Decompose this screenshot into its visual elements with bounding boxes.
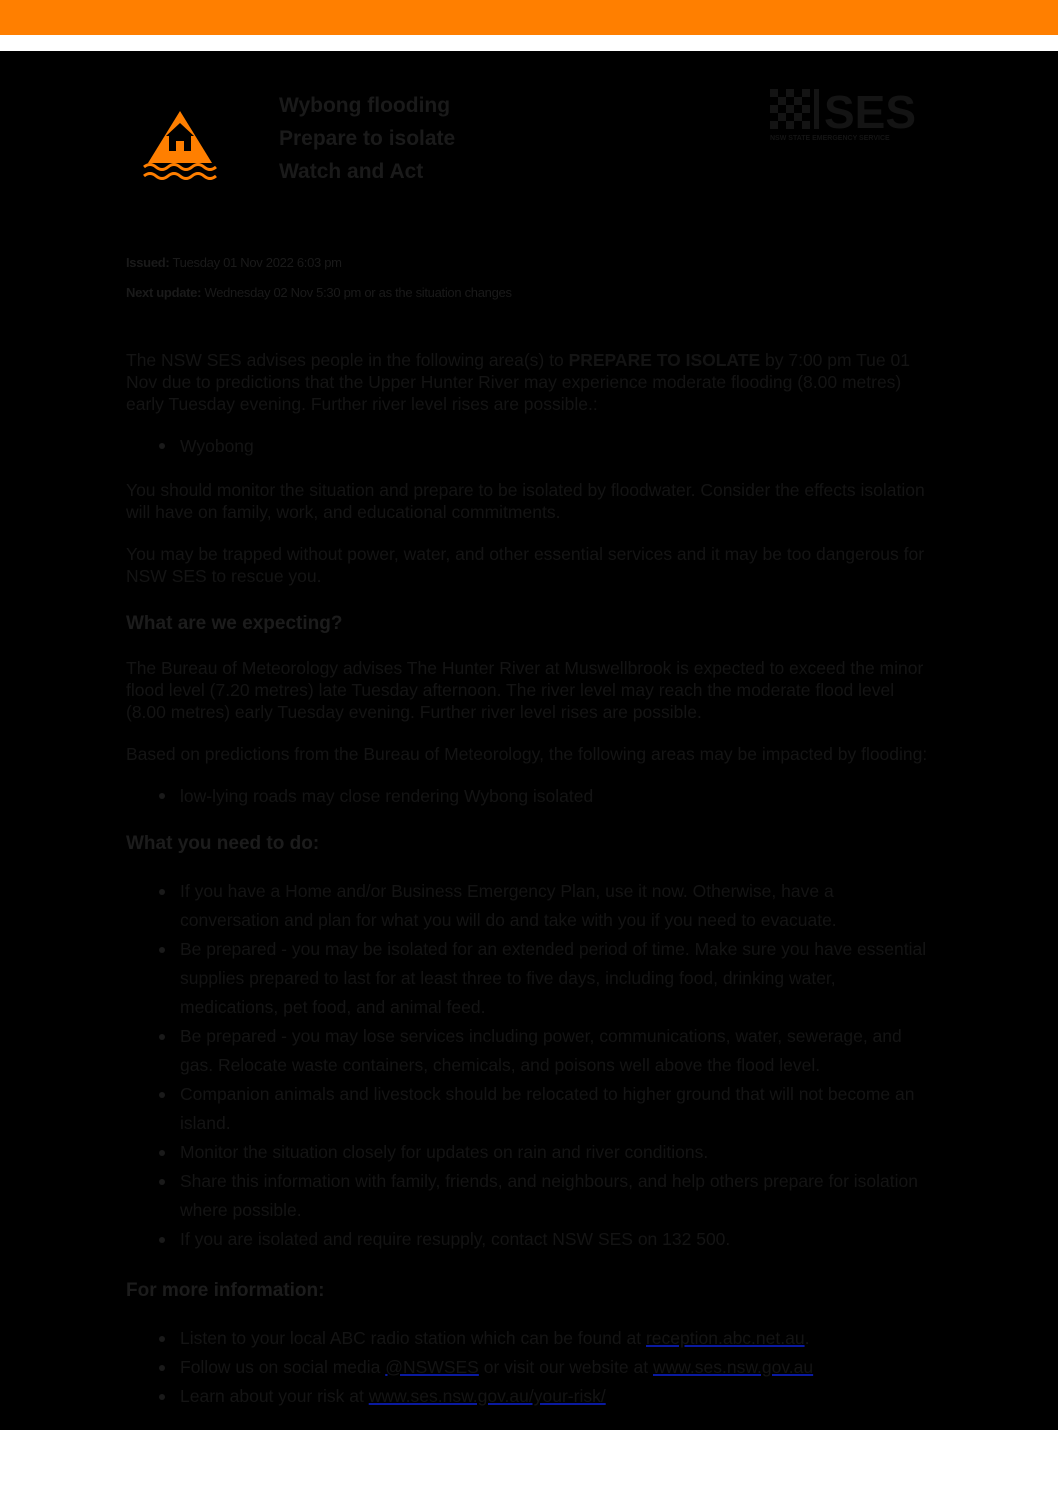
logo-text: SES [824,87,917,138]
trapped-paragraph: You may be trapped without power, water, and other essential services and it may be too dangerous for NSW SES to rescue you. [126,544,925,586]
todo-heading: What you need to do: [126,833,320,854]
warning-level: Watch and Act [279,160,424,183]
top-divider [0,35,1058,51]
list-item: Companion animals and livestock should be relocated to higher ground that will not become an island. [180,1080,932,1138]
next-update-value: Wednesday 02 Nov 5:30 pm or as the situation changes [204,285,512,300]
impacts-list [126,785,932,807]
list-item: Be prepared - you may lose services including power, communications, water, sewerage, and gas. Relocate waste containers, chemicals, and poisons well above the flood level. [180,1022,932,1080]
issued-line [126,255,342,270]
monitor-paragraph: You should monitor the situation and prepare to be isolated by floodwater. Consider the effects isolation will have on family, work, and educational commitments. [126,480,925,522]
list-item: If you are isolated and require resupply, contact NSW SES on 132 500. [180,1225,932,1254]
main-content [126,349,932,1433]
page-subtitle: Prepare to isolate [279,127,456,150]
more-info-list [126,1324,932,1411]
areas-list [126,435,932,457]
list-item: Listen to your local ABC radio station which can be found at reception.abc.net.au. [180,1324,932,1353]
header-titles [279,89,455,188]
list-item: Be prepared - you may be isolated for an extended period of time. Make sure you have essential supplies prepared to last for at least three to five days, including food, drinking water, medications, pet food, and animal feed. [180,935,932,1022]
issued-value: Tuesday 01 Nov 2022 6:03 pm [172,255,342,270]
your-risk-link[interactable]: www.ses.nsw.gov.au/your-risk/ [368,1386,606,1406]
list-item: Wyobong [180,435,932,457]
list-item: low-lying roads may close rendering Wybong isolated [180,785,932,807]
top-accent-bar [0,0,1058,35]
ses-logo [768,87,924,143]
flood-warning-icon [138,107,222,185]
list-item: Share this information with family, friends, and neighbours, and help others prepare for isolation where possible. [180,1167,932,1225]
nswses-social-link[interactable]: @NSWSES [385,1357,479,1377]
abc-reception-link[interactable]: reception.abc.net.au [645,1328,805,1348]
issued-label: Issued: [126,255,170,270]
ses-website-link[interactable]: www.ses.nsw.gov.au [652,1357,814,1377]
expecting-heading: What are we expecting? [126,613,343,634]
todo-list [126,877,932,1254]
warning-document [0,51,1058,1430]
list-item: Monitor the situation closely for updates on rain and river conditions. [180,1138,932,1167]
list-item: Learn about your risk at www.ses.nsw.gov.au/your-risk/ [180,1382,932,1411]
bom-paragraph: The Bureau of Meteorology advises The Hunter River at Muswellbrook is expected to exceed the minor flood level (7.20 metres) late Tuesday afternoon. The river level may reach the moderate flood level (8.00 metres) early Tuesday evening. Further river level rises are possible. [126,658,924,722]
intro-paragraph: The NSW SES advises people in the following area(s) to PREPARE TO ISOLATE by 7:00 pm Tue 01 Nov due to predictions that the Upper Hunter River may experience moderate flooding (8.00 metres) early Tuesday evening. Further river level rises are possible.: [126,350,910,414]
logo-subtext: NSW STATE EMERGENCY SERVICE [770,135,890,142]
list-item: If you have a Home and/or Business Emergency Plan, use it now. Otherwise, have a conversation and plan for what you will do and take with you if you need to evacuate. [180,877,932,935]
page-title: Wybong flooding [279,94,451,117]
bottom-margin [0,1430,1058,1497]
intro-highlight: PREPARE TO ISOLATE [568,350,761,370]
predictions-paragraph: Based on predictions from the Bureau of Meteorology, the following areas may be impacted by flooding: [126,744,928,764]
next-update-label: Next update: [126,285,202,300]
next-update-line [126,285,512,300]
more-info-heading: For more information: [126,1280,325,1301]
list-item: Follow us on social media @NSWSES or visit our website at www.ses.nsw.gov.au [180,1353,932,1382]
